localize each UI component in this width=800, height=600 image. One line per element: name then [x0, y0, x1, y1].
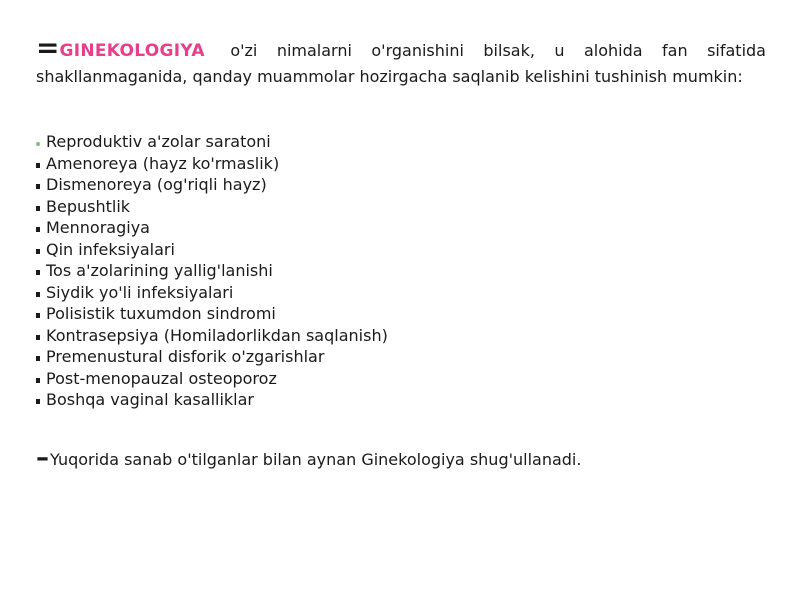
list-item: Tos a'zolarining yallig'lanishi	[36, 260, 388, 282]
list-item: Polisistik tuxumdon sindromi	[36, 303, 388, 325]
bullet-icon	[36, 378, 40, 383]
bullet-icon	[36, 335, 40, 340]
dash-mark: –	[36, 443, 49, 473]
intro-paragraph	[36, 31, 766, 90]
intro-text: o'zi nimalarni o'rganishini bilsak, u alohida fan sifatida shakllanmaganida, qanday muammolar hozirgacha saqlanib kelishini tushinish mumkin:	[36, 41, 766, 86]
list-item: Dismenoreya (og'riqli hayz)	[36, 174, 388, 196]
closing-paragraph	[36, 445, 581, 473]
list-item: Amenoreya (hayz ko'rmaslik)	[36, 153, 388, 175]
bullet-icon	[36, 356, 40, 361]
list-item: Post-menopauzal osteoporoz	[36, 368, 388, 390]
list-item: Kontrasepsiya (Homiladorlikdan saqlanish)	[36, 325, 388, 347]
list-item: Bepushtlik	[36, 196, 388, 218]
bullet-icon	[36, 313, 40, 318]
list-item: Premenustural disforik o'zgarishlar	[36, 346, 388, 368]
closing-text: Yuqorida sanab o'tilganlar bilan aynan Ginekologiya shug'ullanadi.	[50, 450, 582, 469]
bullet-icon	[36, 270, 40, 275]
list-item: Boshqa vaginal kasalliklar	[36, 389, 388, 411]
bullet-icon	[36, 142, 40, 146]
bullet-icon	[36, 399, 40, 404]
bullet-icon	[36, 206, 40, 211]
list-item: Qin infeksiyalari	[36, 239, 388, 261]
list-item: Mennoragiya	[36, 217, 388, 239]
bullet-icon	[36, 292, 40, 297]
highlight-term: GINEKOLOGIYA	[59, 41, 205, 61]
bullet-icon	[36, 184, 40, 189]
bullet-icon	[36, 249, 40, 254]
bullet-icon	[36, 163, 40, 168]
list-item: Reproduktiv a'zolar saratoni	[36, 131, 388, 153]
equals-mark: =	[36, 31, 60, 64]
list-item: Siydik yo'li infeksiyalari	[36, 282, 388, 304]
topic-list	[36, 131, 388, 411]
bullet-icon	[36, 227, 40, 232]
